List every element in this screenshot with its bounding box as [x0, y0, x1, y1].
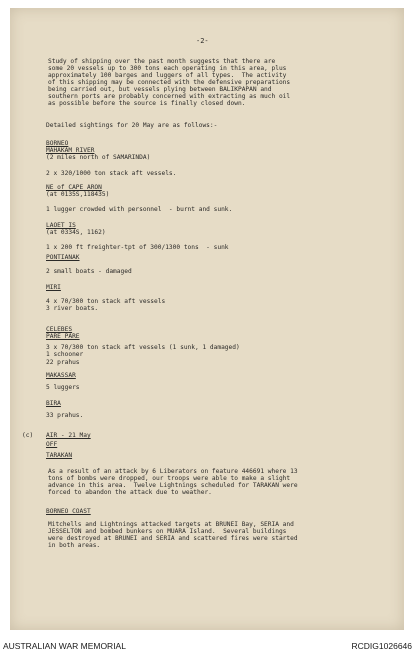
paragraph-line: southern ports are probably concerned with extracting as much oil: [48, 93, 291, 100]
section-label: (c): [22, 432, 34, 439]
paragraph-line: being carried out, but vessels plying between BALIKPAPAN and: [48, 86, 272, 93]
sighting-line: 22 prahus: [46, 359, 80, 366]
paragraph-line: forced to abandon the attack due to weather.: [48, 489, 212, 496]
heading-bira: BIRA: [46, 400, 61, 407]
heading-cape-aron: NE of CAPE ARON: [46, 184, 102, 191]
paragraph-line: were destroyed at BRUNEI and SERIA and scattered fires were started: [48, 535, 298, 542]
sighting-line: 3 river boats.: [46, 305, 99, 312]
heading-celebes: CELEBES: [46, 326, 73, 333]
paragraph-line: as possible before the source is finally closed down.: [48, 100, 246, 107]
sighting-line: (2 miles north of SAMARINDA): [46, 154, 151, 161]
heading-laoet: LAOET IS: [46, 222, 76, 229]
paragraph-line: some 20 vessels up to 300 tons each operating in this area, plus: [48, 65, 287, 72]
subheading-off: OFF: [46, 441, 58, 448]
section-title: AIR - 21 May: [46, 432, 91, 439]
subheading-borneo-coast: BORNEO COAST: [46, 508, 91, 515]
heading-pontianak: PONTIANAK: [46, 254, 80, 261]
paragraph-line: Mitchells and Lightnings attacked targets at BRUNEI Bay, SERIA and: [48, 521, 294, 528]
paragraph-line: in both areas.: [48, 542, 101, 549]
paragraph-line: JESSELTON and bombed bunkers on MUARA Island. Several buildings: [48, 528, 287, 535]
paragraph-line: approximately 100 barges and luggers of all types. The activity: [48, 72, 287, 79]
sighting-line: 1 schooner: [46, 351, 84, 358]
paragraph-line: tons of bombs were dropped, our troops were able to make a slight: [48, 475, 291, 482]
archive-footer: [0, 638, 415, 654]
heading-borneo: BORNEO: [46, 140, 69, 147]
heading-makassar: MAKASSAR: [46, 372, 76, 379]
page-number: -2-: [196, 37, 209, 45]
sighting-line: 5 luggers: [46, 384, 80, 391]
sighting-line: 2 x 320/1000 ton stack aft vessels.: [46, 170, 177, 177]
heading-mahakam: MAHAKAM RIVER: [46, 147, 95, 154]
sighting-line: 3 x 70/300 ton stack aft vessels (1 sunk, 1 damaged): [46, 344, 240, 351]
sighting-line: (at 0135S,118435): [46, 191, 110, 198]
paragraph-line: advance in this area. Twelve Lightnings scheduled for TARAKAN were: [48, 482, 298, 489]
paragraph-line: of this shipping may be connected with the defensive preparations: [48, 79, 291, 86]
heading-miri: MIRI: [46, 284, 61, 291]
document-page: [10, 8, 404, 630]
sighting-line: 1 x 200 ft freighter-tpt of 300/1300 tons - sunk: [46, 244, 229, 251]
sighting-line: 4 x 70/300 ton stack aft vessels: [46, 298, 166, 305]
paragraph-line: Study of shipping over the past month suggests that there are: [48, 58, 276, 65]
heading-pare-pare: PARE PARE: [46, 333, 80, 340]
sighting-line: (at 0334S, 1162): [46, 229, 106, 236]
paragraph-line: As a result of an attack by 6 Liberators on feature 446691 where 13: [48, 468, 298, 475]
footer-source: AUSTRALIAN WAR MEMORIAL: [3, 641, 126, 651]
subheading-tarakan: TARAKAN: [46, 452, 73, 459]
sighting-line: 2 small boats - damaged: [46, 268, 132, 275]
footer-id: RCDIG1026646: [351, 641, 412, 651]
sighting-line: 33 prahus.: [46, 412, 84, 419]
sighting-line: 1 lugger crowded with personnel - burnt and sunk.: [46, 206, 233, 213]
detailed-intro: Detailed sightings for 20 May are as follows:-: [46, 122, 218, 129]
